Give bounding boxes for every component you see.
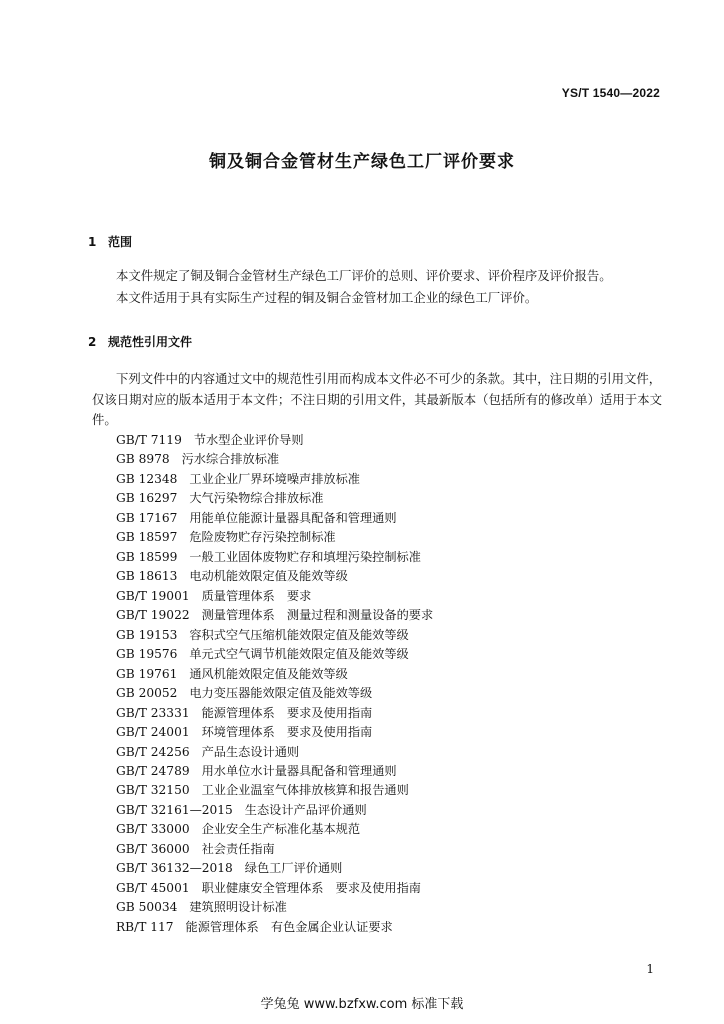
reference-item [116,528,433,547]
scope-paragraph-1: 本文件规定了铜及铜合金管材生产绿色工厂评价的总则、评价要求、评价程序及评价报告。 [116,268,612,283]
reference-name: 生态设计产品评价通则 [244,802,367,817]
reference-code: GB/T 23331 [116,705,190,720]
section-2-heading [88,333,192,350]
reference-item [116,704,433,723]
reference-name: 社会责任指南 [201,841,275,856]
reference-code: GB/T 24256 [116,744,190,759]
reference-code: GB 18613 [116,569,178,584]
reference-item [116,684,433,703]
reference-code: GB/T 19022 [116,608,190,623]
reference-item [116,645,433,664]
reference-item [116,606,433,625]
reference-name: 污水综合排放标准 [181,452,280,467]
reference-code: GB 20052 [116,686,178,701]
reference-code: GB 19153 [116,627,178,642]
reference-code: GB 50034 [116,900,178,915]
reference-code: GB 18597 [116,530,178,545]
reference-item [116,509,433,528]
reference-item [116,918,433,937]
reference-item [116,723,433,742]
reference-code: GB/T 36132—2018 [116,861,233,876]
reference-name: 用能单位能源计量器具配备和管理通则 [189,510,397,525]
document-code: YS/T 1540—2022 [561,86,660,100]
reference-item [116,801,433,820]
reference-name: 电动机能效限定值及能效等级 [189,569,348,584]
reference-name: 单元式空气调节机能效限定值及能效等级 [189,647,409,662]
reference-item [116,470,433,489]
reference-code: GB/T 7119 [116,433,182,447]
reference-code: GB 17167 [116,510,178,525]
reference-item [116,450,433,469]
reference-code: GB/T 36000 [116,841,190,856]
references-intro-paragraph: 下列文件中的内容通过文中的规范性引用而构成本文件必不可少的条款。其中，注日期的引用文件，仅该日期对应的版本适用于本文件；不注日期的引用文件，其最新版本（包括所有的修改单）适用于本文件。 [92,371,662,427]
reference-item [116,898,433,917]
reference-name: 一般工业固体废物贮存和填埋污染控制标准 [189,549,421,564]
reference-name: 用水单位水计量器具配备和管理通则 [201,763,397,778]
reference-item [116,820,433,839]
reference-code: GB 18599 [116,549,178,564]
reference-code: GB/T 33000 [116,822,190,837]
reference-code: GB 16297 [116,491,178,506]
reference-code: GB 19761 [116,666,178,681]
reference-name: 环境管理体系 要求及使用指南 [201,725,373,740]
reference-item [116,879,433,898]
reference-name: 能源管理体系 有色金属企业认证要求 [185,919,393,934]
reference-item [116,665,433,684]
reference-code: GB/T 24001 [116,725,190,740]
reference-code: GB 8978 [116,452,170,467]
reference-item [116,626,433,645]
reference-name: 产品生态设计通则 [201,744,300,759]
reference-name: 危险废物贮存污染控制标准 [189,530,336,545]
reference-code: RB/T 117 [116,919,174,934]
reference-name: 容积式空气压缩机能效限定值及能效等级 [189,627,409,642]
reference-item [116,840,433,859]
section-1-number: 1 [88,235,97,249]
reference-code: GB/T 32161—2015 [116,802,233,817]
reference-name: 职业健康安全管理体系 要求及使用指南 [201,880,421,895]
page-number: 1 [646,962,654,976]
reference-code: GB/T 24789 [116,763,190,778]
reference-name: 通风机能效限定值及能效等级 [189,666,348,681]
reference-name: 绿色工厂评价通则 [244,861,343,876]
reference-name: 工业企业厂界环境噪声排放标准 [189,471,360,486]
scope-paragraph-2: 本文件适用于具有实际生产过程的铜及铜合金管材加工企业的绿色工厂评价。 [116,290,538,305]
reference-name: 企业安全生产标准化基本规范 [201,822,361,837]
reference-item [116,781,433,800]
normative-reference-list [116,431,433,937]
footer-watermark: 学兔兔 www.bzfxw.com 标准下载 [260,997,464,1012]
reference-name: 大气污染物综合排放标准 [189,491,324,506]
reference-name: 建筑照明设计标准 [189,900,287,915]
reference-code: GB/T 19001 [116,588,190,603]
reference-name: 质量管理体系 要求 [201,588,312,603]
reference-name: 测量管理体系 测量过程和测量设备的要求 [201,608,434,623]
reference-code: GB/T 32150 [116,783,190,798]
reference-item [116,743,433,762]
reference-code: GB/T 45001 [116,880,190,895]
reference-item [116,859,433,878]
reference-code: GB 19576 [116,647,178,662]
reference-item [116,762,433,781]
reference-item [116,489,433,508]
reference-name: 电力变压器能效限定值及能效等级 [189,686,373,701]
reference-item [116,431,433,450]
document-title: 铜及铜合金管材生产绿色工厂评价要求 [209,152,515,172]
section-2-number: 2 [88,335,97,349]
section-2-title: 规范性引用文件 [108,335,193,349]
reference-name: 能源管理体系 要求及使用指南 [201,705,373,720]
reference-name: 工业企业温室气体排放核算和报告通则 [201,783,409,798]
reference-item [116,548,433,567]
reference-item [116,587,433,606]
reference-code: GB 12348 [116,471,178,486]
reference-name: 节水型企业评价导则 [193,433,304,447]
section-1-title: 范围 [108,235,133,249]
section-1-heading [88,233,132,250]
reference-item [116,567,433,586]
